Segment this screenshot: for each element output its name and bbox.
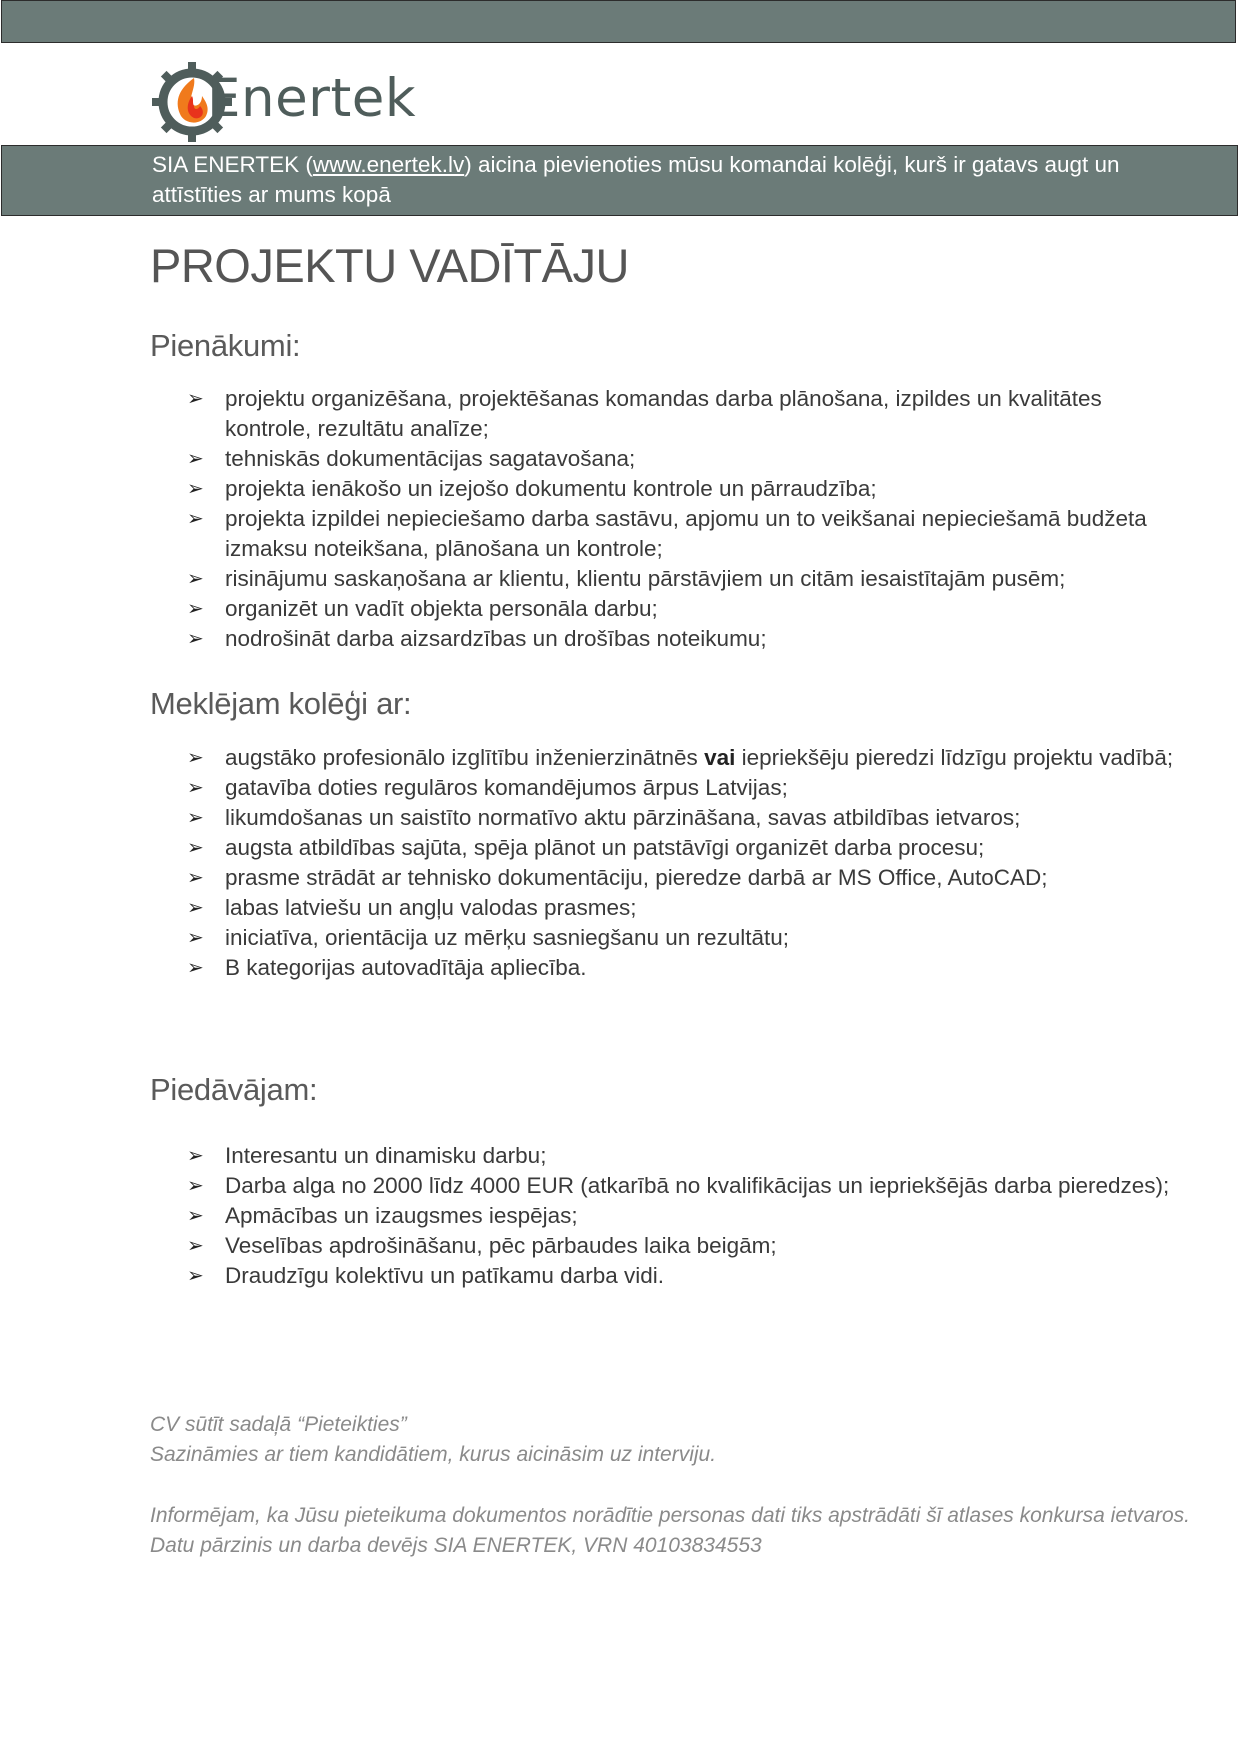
arrowhead-bullet-icon: ➢	[187, 628, 204, 650]
contact-note: Sazināmies ar tiem kandidātiem, kurus aicināsim uz interviju.	[150, 1443, 717, 1466]
requirements-list	[150, 743, 1180, 983]
arrowhead-bullet-icon: ➢	[187, 1175, 204, 1197]
arrowhead-bullet-icon: ➢	[187, 1265, 204, 1287]
list-item: ➢ projekta ienākošo un izejošo dokumentu kontrole un pārraudzība;	[150, 474, 1180, 504]
list-item: ➢ Apmācības un izaugsmes iespējas;	[150, 1201, 1180, 1231]
arrowhead-bullet-icon: ➢	[187, 1235, 204, 1257]
list-item: ➢ augstāko profesionālo izglītību inženierzinātnēs vai iepriekšēju pieredzi līdzīgu projektu vadībā;	[150, 743, 1180, 773]
company-website-link[interactable]: www.enertek.lv	[312, 152, 465, 177]
arrowhead-bullet-icon: ➢	[187, 1145, 204, 1167]
list-item: ➢ labas latviešu un angļu valodas prasmes;	[150, 893, 1180, 923]
list-item: ➢ B kategorijas autovadītāja apliecība.	[150, 953, 1180, 983]
arrowhead-bullet-icon: ➢	[187, 777, 204, 799]
list-item: ➢ Darba alga no 2000 līdz 4000 EUR (atkarībā no kvalifikācijas un iepriekšējās darba pieredzes);	[150, 1171, 1180, 1201]
arrowhead-bullet-icon: ➢	[187, 1205, 204, 1227]
list-item: ➢ risinājumu saskaņošana ar klientu, klientu pārstāvjiem un citām iesaistītajām pusēm;	[150, 564, 1180, 594]
arrowhead-bullet-icon: ➢	[187, 508, 204, 530]
arrowhead-bullet-icon: ➢	[187, 807, 204, 829]
list-item: ➢ Veselības apdrošināšanu, pēc pārbaudes laika beigām;	[150, 1231, 1180, 1261]
arrowhead-bullet-icon: ➢	[187, 837, 204, 859]
list-item: ➢ projektu organizēšana, projektēšanas komandas darba plānošana, izpildes un kvalitātes kontrole, rezultātu analīze;	[187, 386, 1102, 441]
list-item: ➢ Draudzīgu kolektīvu un patīkamu darba vidi.	[150, 1261, 1180, 1291]
page-title: PROJEKTU VADĪTĀJU	[150, 239, 629, 292]
list-item: ➢ tehniskās dokumentācijas sagatavošana;	[150, 444, 1180, 474]
arrowhead-bullet-icon: ➢	[187, 598, 204, 620]
logo-wordmark: Enertek	[207, 68, 417, 129]
list-item: ➢ iniciatīva, orientācija uz mērķu sasniegšanu un rezultātu;	[150, 923, 1180, 953]
arrowhead-bullet-icon: ➢	[187, 927, 204, 949]
list-item: ➢ augsta atbildības sajūta, spēja plānot un patstāvīgi organizēt darba procesu;	[150, 833, 1180, 863]
top-banner	[1, 0, 1236, 43]
arrowhead-bullet-icon: ➢	[187, 747, 204, 769]
list-item: ➢ gatavība doties regulāros komandējumos ārpus Latvijas;	[150, 773, 1180, 803]
arrowhead-bullet-icon: ➢	[187, 897, 204, 919]
list-item: ➢ projekta izpildei nepieciešamo darba sastāvu, apjomu un to veikšanai nepieciešamā budžeta izmaksu noteikšana, plānošana un kontrole;	[187, 506, 1147, 561]
privacy-note: Informējam, ka Jūsu pieteikuma dokumentos norādītie personas dati tiks apstrādāti šī atlases konkursa ietvaros. Datu pārzinis un darba devējs SIA ENERTEK, VRN 40103834553	[150, 1504, 1191, 1557]
offer-heading: Piedāvājam:	[150, 1072, 318, 1107]
offer-list	[150, 1141, 1180, 1291]
requirements-heading: Meklējam kolēģi ar:	[150, 686, 412, 721]
duties-heading: Pienākumi:	[150, 328, 301, 363]
arrowhead-bullet-icon: ➢	[187, 388, 204, 410]
arrowhead-bullet-icon: ➢	[187, 957, 204, 979]
arrowhead-bullet-icon: ➢	[187, 478, 204, 500]
list-item: ➢ organizēt un vadīt objekta personāla darbu;	[150, 594, 1180, 624]
intro-company: SIA ENERTEK (	[152, 152, 313, 177]
duties-list	[150, 384, 1180, 654]
enertek-logo	[150, 60, 450, 145]
intro-text: ) aicina pievienoties mūsu komandai kolēģi, kurš ir gatavs augt un attīstīties ar mums kopā	[152, 152, 1120, 207]
arrowhead-bullet-icon: ➢	[187, 568, 204, 590]
list-item: ➢ likumdošanas un saistīto normatīvo aktu pārzināšana, savas atbildības ietvaros;	[150, 803, 1180, 833]
list-item: ➢ nodrošināt darba aizsardzības un drošības noteikumu;	[150, 624, 1180, 654]
application-note	[150, 1410, 1190, 1470]
list-item: ➢ Interesantu un dinamisku darbu;	[150, 1141, 1180, 1171]
arrowhead-bullet-icon: ➢	[187, 867, 204, 889]
arrowhead-bullet-icon: ➢	[187, 448, 204, 470]
cv-instruction: CV sūtīt sadaļā “Pieteikties”	[150, 1413, 407, 1436]
list-item: ➢ prasme strādāt ar tehnisko dokumentāciju, pieredze darbā ar MS Office, AutoCAD;	[150, 863, 1180, 893]
intro-banner	[1, 145, 1238, 216]
